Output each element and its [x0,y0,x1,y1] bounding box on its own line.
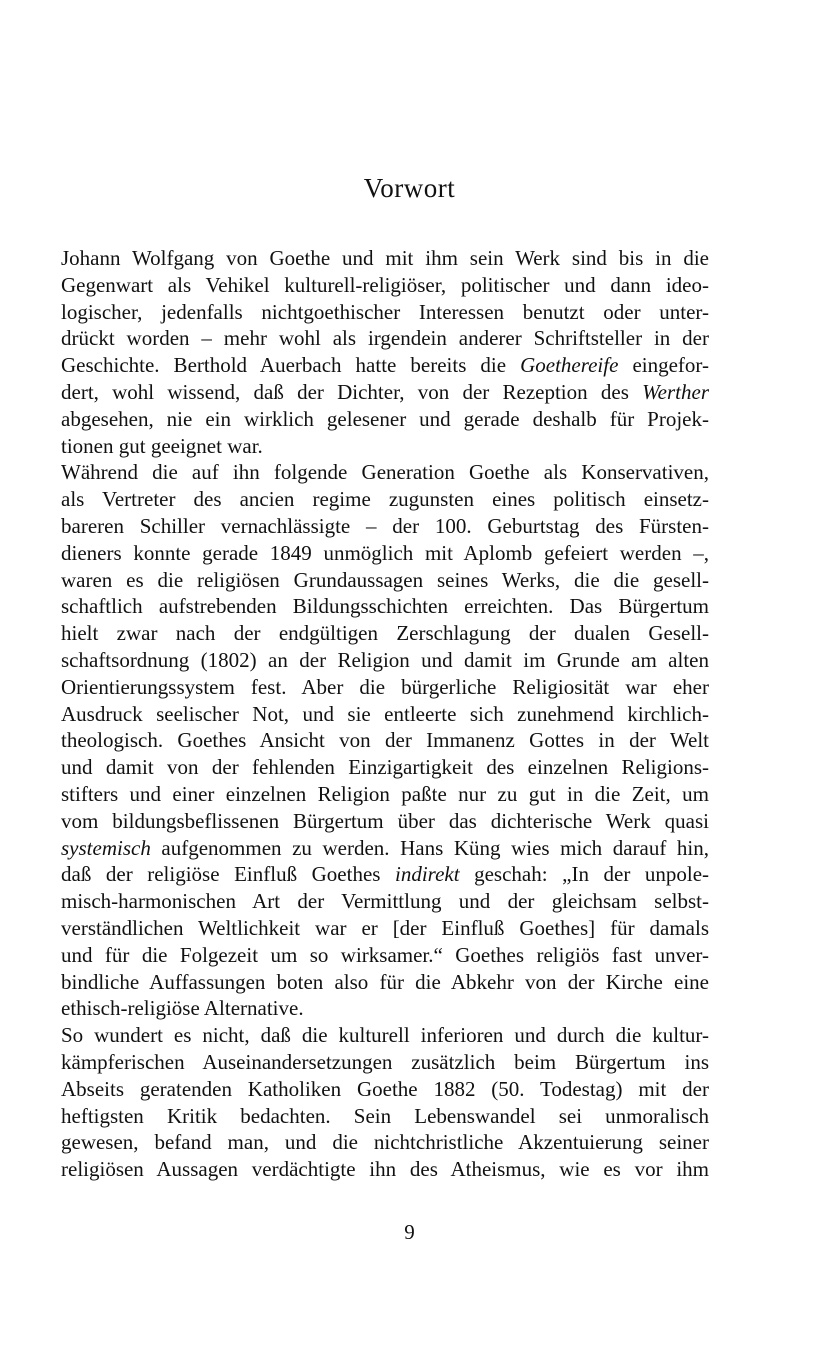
text-segment: und damit von der fehlenden Einzigartigkeit des einzelnen Religions- [61,755,709,780]
text-segment: hielt zwar nach der endgültigen Zerschlagung der dualen Gesell- [61,621,709,646]
text-line [61,942,709,969]
text-segment: Orientierungssystem fest. Aber die bürgerliche Religiosität war eher [61,674,709,699]
text-segment: Geschichte. Berthold Auerbach hatte bereits die [61,353,521,378]
italic-term: Werther [642,379,709,404]
text-line [61,459,709,486]
italic-term: indirekt [395,862,460,887]
text-line [61,299,709,326]
text-segment: heftigsten Kritik bedachten. Sein Lebenswandel sei unmoralisch [61,1103,709,1128]
text-line [61,513,709,540]
text-line [61,781,709,808]
text-segment: als Vertreter des ancien regime zugunsten eines politisch einsetz- [61,487,709,512]
text-line [61,325,709,352]
text-segment: gewesen, befand man, und die nichtchristliche Akzentuierung seiner [61,1130,709,1155]
text-segment: dieners konnte gerade 1849 unmöglich mit Aplomb gefeiert werden –, [61,540,709,565]
text-segment: vom bildungsbeflissenen Bürgertum über das dichterische Werk quasi [61,808,709,833]
text-line [61,540,709,567]
text-segment: Johann Wolfgang von Goethe und mit ihm sein Werk sind bis in die [61,246,709,270]
italic-term: Goethereife [520,353,619,378]
text-line [61,808,709,835]
text-segment: geschah: „In der unpole- [459,862,710,887]
text-segment: bareren Schiller vernachlässigte – der 100. Geburtstag des Fürsten- [61,513,709,538]
text-segment: kämpferischen Auseinandersetzungen zusätzlich beim Bürgertum ins [61,1049,709,1074]
text-segment: abgesehen, nie ein wirklich gelesener und gerade deshalb für Projek- [61,406,709,431]
text-line [61,674,709,701]
text-line [61,1076,709,1103]
text-line [61,1156,709,1183]
italic-term: systemisch [61,835,151,860]
text-segment: schaftlich aufstrebenden Bildungsschichten erreichten. Das Bürgertum [61,594,709,619]
page-number: 9 [404,1220,415,1244]
text-segment: tionen gut geeignet war. [61,433,263,458]
text-segment: drückt worden – mehr wohl als irgendein anderer Schriftsteller in der [61,326,709,351]
text-line [61,272,709,299]
text-line [61,727,709,754]
text-line [61,245,709,272]
text-segment: religiösen Aussagen verdächtigte ihn des Atheismus, wie es vor ihm [61,1157,709,1182]
text-segment: waren es die religiösen Grundaussagen seines Werks, die die gesell- [61,567,709,592]
text-segment: eingefor- [618,353,709,378]
text-line [61,379,709,406]
text-line [61,620,709,647]
text-line [61,995,709,1022]
text-line [61,1129,709,1156]
text-segment: aufgenommen zu werden. Hans Küng wies mich darauf hin, [150,835,709,860]
text-segment: und für die Folgezeit um so wirksamer.“ Goethes religiös fast unver- [61,942,709,967]
text-segment: bindliche Auffassungen boten also für die Abkehr von der Kirche eine [61,969,709,994]
text-line [61,433,709,460]
text-segment: Abseits geratenden Katholiken Goethe 1882 (50. Todestag) mit der [61,1076,709,1101]
text-line [61,835,709,862]
text-segment: Ausdruck seelischer Not, und sie entleerte sich zunehmend kirchlich- [61,701,709,726]
text-segment: stifters und einer einzelnen Religion paßte nur zu gut in die Zeit, um [61,781,709,806]
text-segment: logischer, jedenfalls nichtgoethischer Interessen benutzt oder unter- [61,299,709,324]
chapter-title: Vorwort [363,173,456,203]
text-segment: Während die auf ihn folgende Generation Goethe als Konservativen, [61,460,709,485]
text-line [61,567,709,594]
text-segment: dert, wohl wissend, daß der Dichter, von der Rezeption des [61,379,643,404]
text-line [61,352,709,379]
text-line [61,1049,709,1076]
text-line [61,1103,709,1130]
text-segment: verständlichen Weltlichkeit war er [der Einfluß Goethes] für damals [61,915,709,940]
text-segment: Gegenwart als Vehikel kulturell-religiöser, politischer und dann ideo- [61,272,709,297]
body-text [61,245,709,1183]
text-line [61,593,709,620]
text-segment: schaftsordnung (1802) an der Religion und damit im Grunde am alten [61,647,709,672]
text-line [61,915,709,942]
text-line [61,647,709,674]
text-line [61,486,709,513]
text-line [61,1022,709,1049]
text-segment: daß der religiöse Einfluß Goethes [61,862,396,887]
text-line [61,969,709,996]
text-segment: ethisch-religiöse Alternative. [61,996,304,1021]
text-line [61,701,709,728]
text-line [61,888,709,915]
text-segment: misch-harmonischen Art der Vermittlung und der gleichsam selbst- [61,889,709,914]
text-segment: theologisch. Goethes Ansicht von der Immanenz Gottes in der Welt [61,728,709,753]
text-line [61,754,709,781]
text-segment: So wundert es nicht, daß die kulturell inferioren und durch die kultur- [61,1023,709,1048]
text-line [61,406,709,433]
text-line [61,861,709,888]
